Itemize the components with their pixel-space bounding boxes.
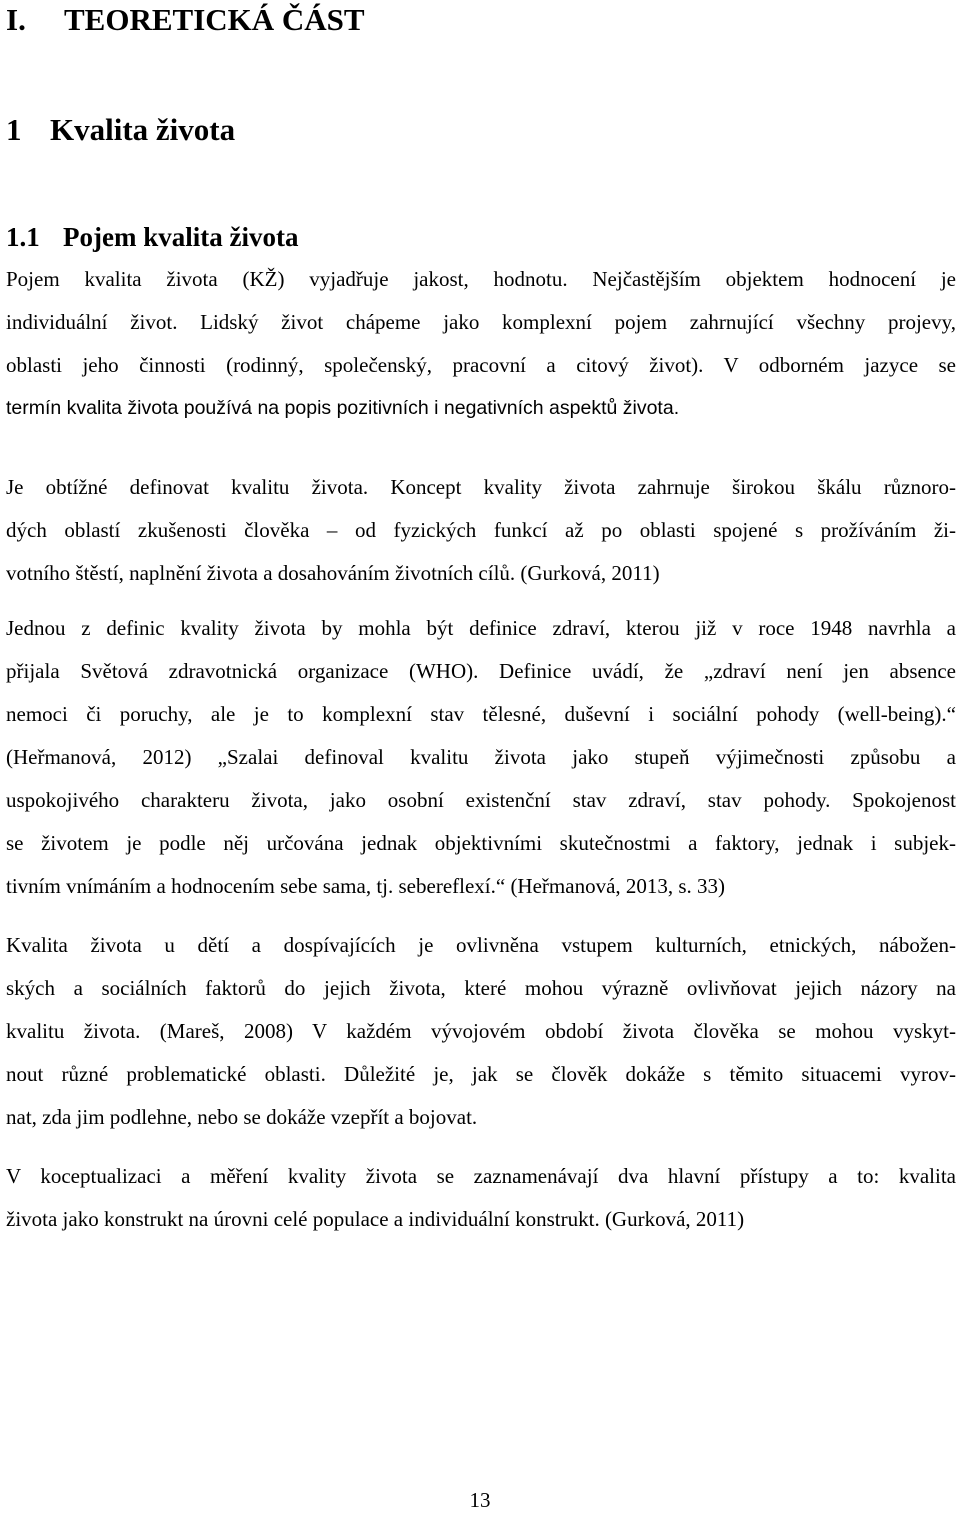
paragraph-line: termín kvalita života používá na popis pozitivních i negativních aspektů života. <box>6 397 680 419</box>
part-number: I. <box>6 2 26 37</box>
chapter-number: 1 <box>6 112 22 147</box>
paragraph-line: života jako konstrukt na úrovni celé populace a individuální konstrukt. (Gurková, 2011) <box>6 1207 745 1231</box>
section-title: Pojem kvalita života <box>63 222 299 252</box>
page-number: 13 <box>469 1488 491 1512</box>
paragraph-line: kvalitu života. (Mareš, 2008) V každém vývojovém období života člověka se mohou vyskyt- <box>6 1019 956 1043</box>
part-heading <box>6 0 365 40</box>
paragraph-line: nout různé problematické oblasti. Důležité je, jak se člověk dokáže s těmito situacemi vyrov- <box>6 1062 956 1086</box>
paragraph-line: ských a sociálních faktorů do jejich života, které mohou výrazně ovlivňovat jejich názory na <box>6 976 956 1000</box>
paragraph-definition <box>6 258 956 430</box>
paragraph-line: oblasti jeho činnosti (rodinný, společenský, pracovní a citový život). V odborném jazyce se <box>6 353 956 377</box>
chapter-heading <box>6 110 235 150</box>
paragraph-line: individuální život. Lidský život chápeme jako komplexní pojem zahrnující všechny projevy, <box>6 310 956 334</box>
paragraph-line: Kvalita života u dětí a dospívajících je ovlivněna vstupem kulturních, etnických, nábožen- <box>6 933 956 957</box>
section-number: 1.1 <box>6 222 40 252</box>
paragraph-line: přijala Světová zdravotnická organizace (WHO). Definice uvádí, že „zdraví není jen absence <box>6 659 956 683</box>
paragraph-line: votního štěstí, naplnění života a dosahováním životních cílů. (Gurková, 2011) <box>6 561 660 585</box>
paragraph-children <box>6 924 956 1139</box>
paragraph-line: Jednou z definic kvality života by mohla být definice zdraví, kterou již v roce 1948 navrhla a <box>6 616 956 640</box>
chapter-title: Kvalita života <box>50 112 236 147</box>
paragraph-line: tivním vnímáním a hodnocením sebe sama, tj. sebereflexí.“ (Heřmanová, 2013, s. 33) <box>6 874 726 898</box>
paragraph-concept <box>6 466 956 595</box>
section-heading <box>6 219 298 255</box>
paragraph-line: nemoci či poruchy, ale je to komplexní stav tělesné, duševní i sociální pohody (well-being).“ <box>6 702 956 726</box>
paragraph-line: Je obtížné definovat kvalitu života. Koncept kvality života zahrnuje širokou škálu různoro- <box>6 475 956 499</box>
paragraph-line: dých oblastí zkušenosti člověka – od fyzických funkcí až po oblasti spojené s prožíváním ži- <box>6 518 956 542</box>
paragraph-line: Pojem kvalita života (KŽ) vyjadřuje jakost, hodnotu. Nejčastějším objektem hodnocení je <box>6 267 956 291</box>
paragraph-who <box>6 607 956 908</box>
paragraph-line: (Heřmanová, 2012) „Szalai definoval kvalitu života jako stupeň výjimečnosti způsobu a <box>6 745 956 769</box>
paragraph-line: se životem je podle něj určována jednak objektivními skutečnostmi a faktory, jednak i subjek- <box>6 831 956 855</box>
part-title: TEORETICKÁ ČÁST <box>64 2 365 37</box>
paragraph-line: V koceptualizaci a měření kvality života se zaznamenávají dva hlavní přístupy a to: kvalita <box>6 1164 956 1188</box>
paragraph-line: nat, zda jim podlehne, nebo se dokáže vzepřít a bojovat. <box>6 1105 478 1129</box>
paragraph-conceptualization <box>6 1155 956 1241</box>
paragraph-line: uspokojivého charakteru života, jako osobní existenční stav zdraví, stav pohody. Spokojenost <box>6 788 956 812</box>
